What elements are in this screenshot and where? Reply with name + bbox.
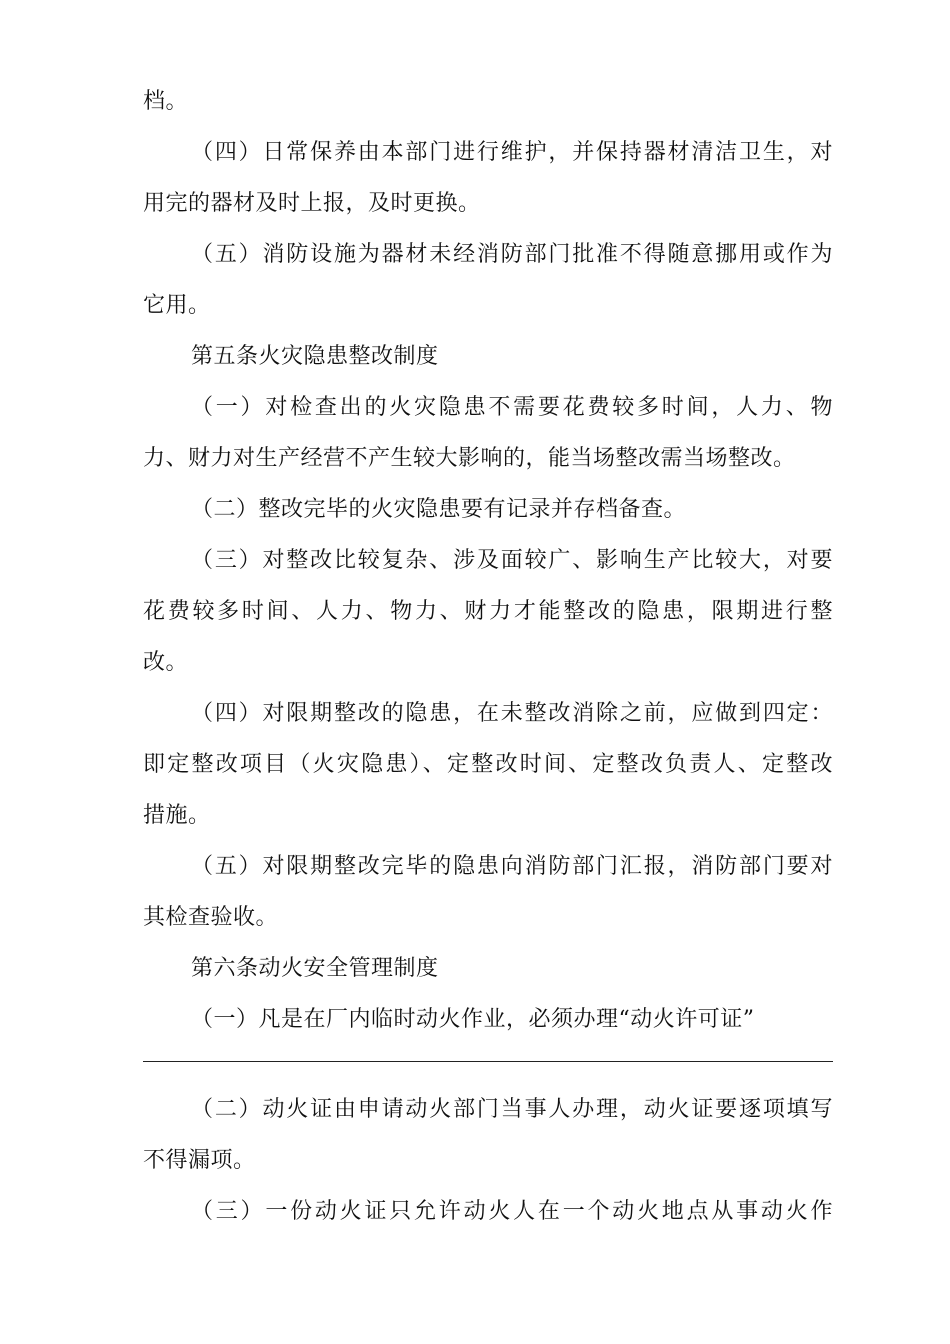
text-line: （二）动火证由申请动火部门当事人办理，动火证要逐项填写	[191, 1097, 833, 1122]
text-block-bottom	[143, 1084, 833, 1237]
text-line: （四）日常保养由本部门进行维护，并保持器材清洁卫生，对	[191, 140, 833, 165]
text-line: 档。	[143, 89, 189, 114]
text-line: （一）凡是在厂内临时动火作业，必须办理“动火许可证”	[191, 1007, 755, 1032]
text-line: 第六条动火安全管理制度	[191, 956, 439, 981]
text-line: （三）对整改比较复杂、涉及面较广、影响生产比较大，对要	[191, 548, 833, 573]
text-line: 措施。	[143, 803, 211, 828]
text-line: 力、财力对生产经营不产生较大影响的，能当场整改需当场整改。	[143, 446, 796, 471]
text-line: （五）消防设施为器材未经消防部门批准不得随意挪用或作为	[191, 242, 833, 267]
text-line: 其检查验收。	[143, 905, 279, 930]
document-body	[143, 76, 833, 1237]
text-line: 即定整改项目（火灾隐患）、定整改时间、定整改负责人、定整改	[143, 752, 833, 777]
text-line: （三）一份动火证只允许动火人在一个动火地点从事动火作	[191, 1199, 833, 1224]
text-line: （五）对限期整改完毕的隐患向消防部门汇报，消防部门要对	[191, 854, 833, 879]
text-block-top	[143, 76, 833, 1045]
text-line: （二）整改完毕的火灾隐患要有记录并存档备查。	[191, 497, 687, 522]
text-line: 不得漏项。	[143, 1148, 256, 1173]
text-line: 它用。	[143, 293, 211, 318]
horizontal-divider	[143, 1061, 833, 1062]
text-line: （四）对限期整改的隐患，在未整改消除之前，应做到四定：	[191, 701, 833, 726]
text-line: 第五条火灾隐患整改制度	[191, 344, 439, 369]
text-line: （一）对检查出的火灾隐患不需要花费较多时间，人力、物	[191, 395, 833, 420]
text-line: 用完的器材及时上报，及时更换。	[143, 191, 481, 216]
text-line: 花费较多时间、人力、物力、财力才能整改的隐患，限期进行整	[143, 599, 833, 624]
text-line: 改。	[143, 650, 189, 675]
